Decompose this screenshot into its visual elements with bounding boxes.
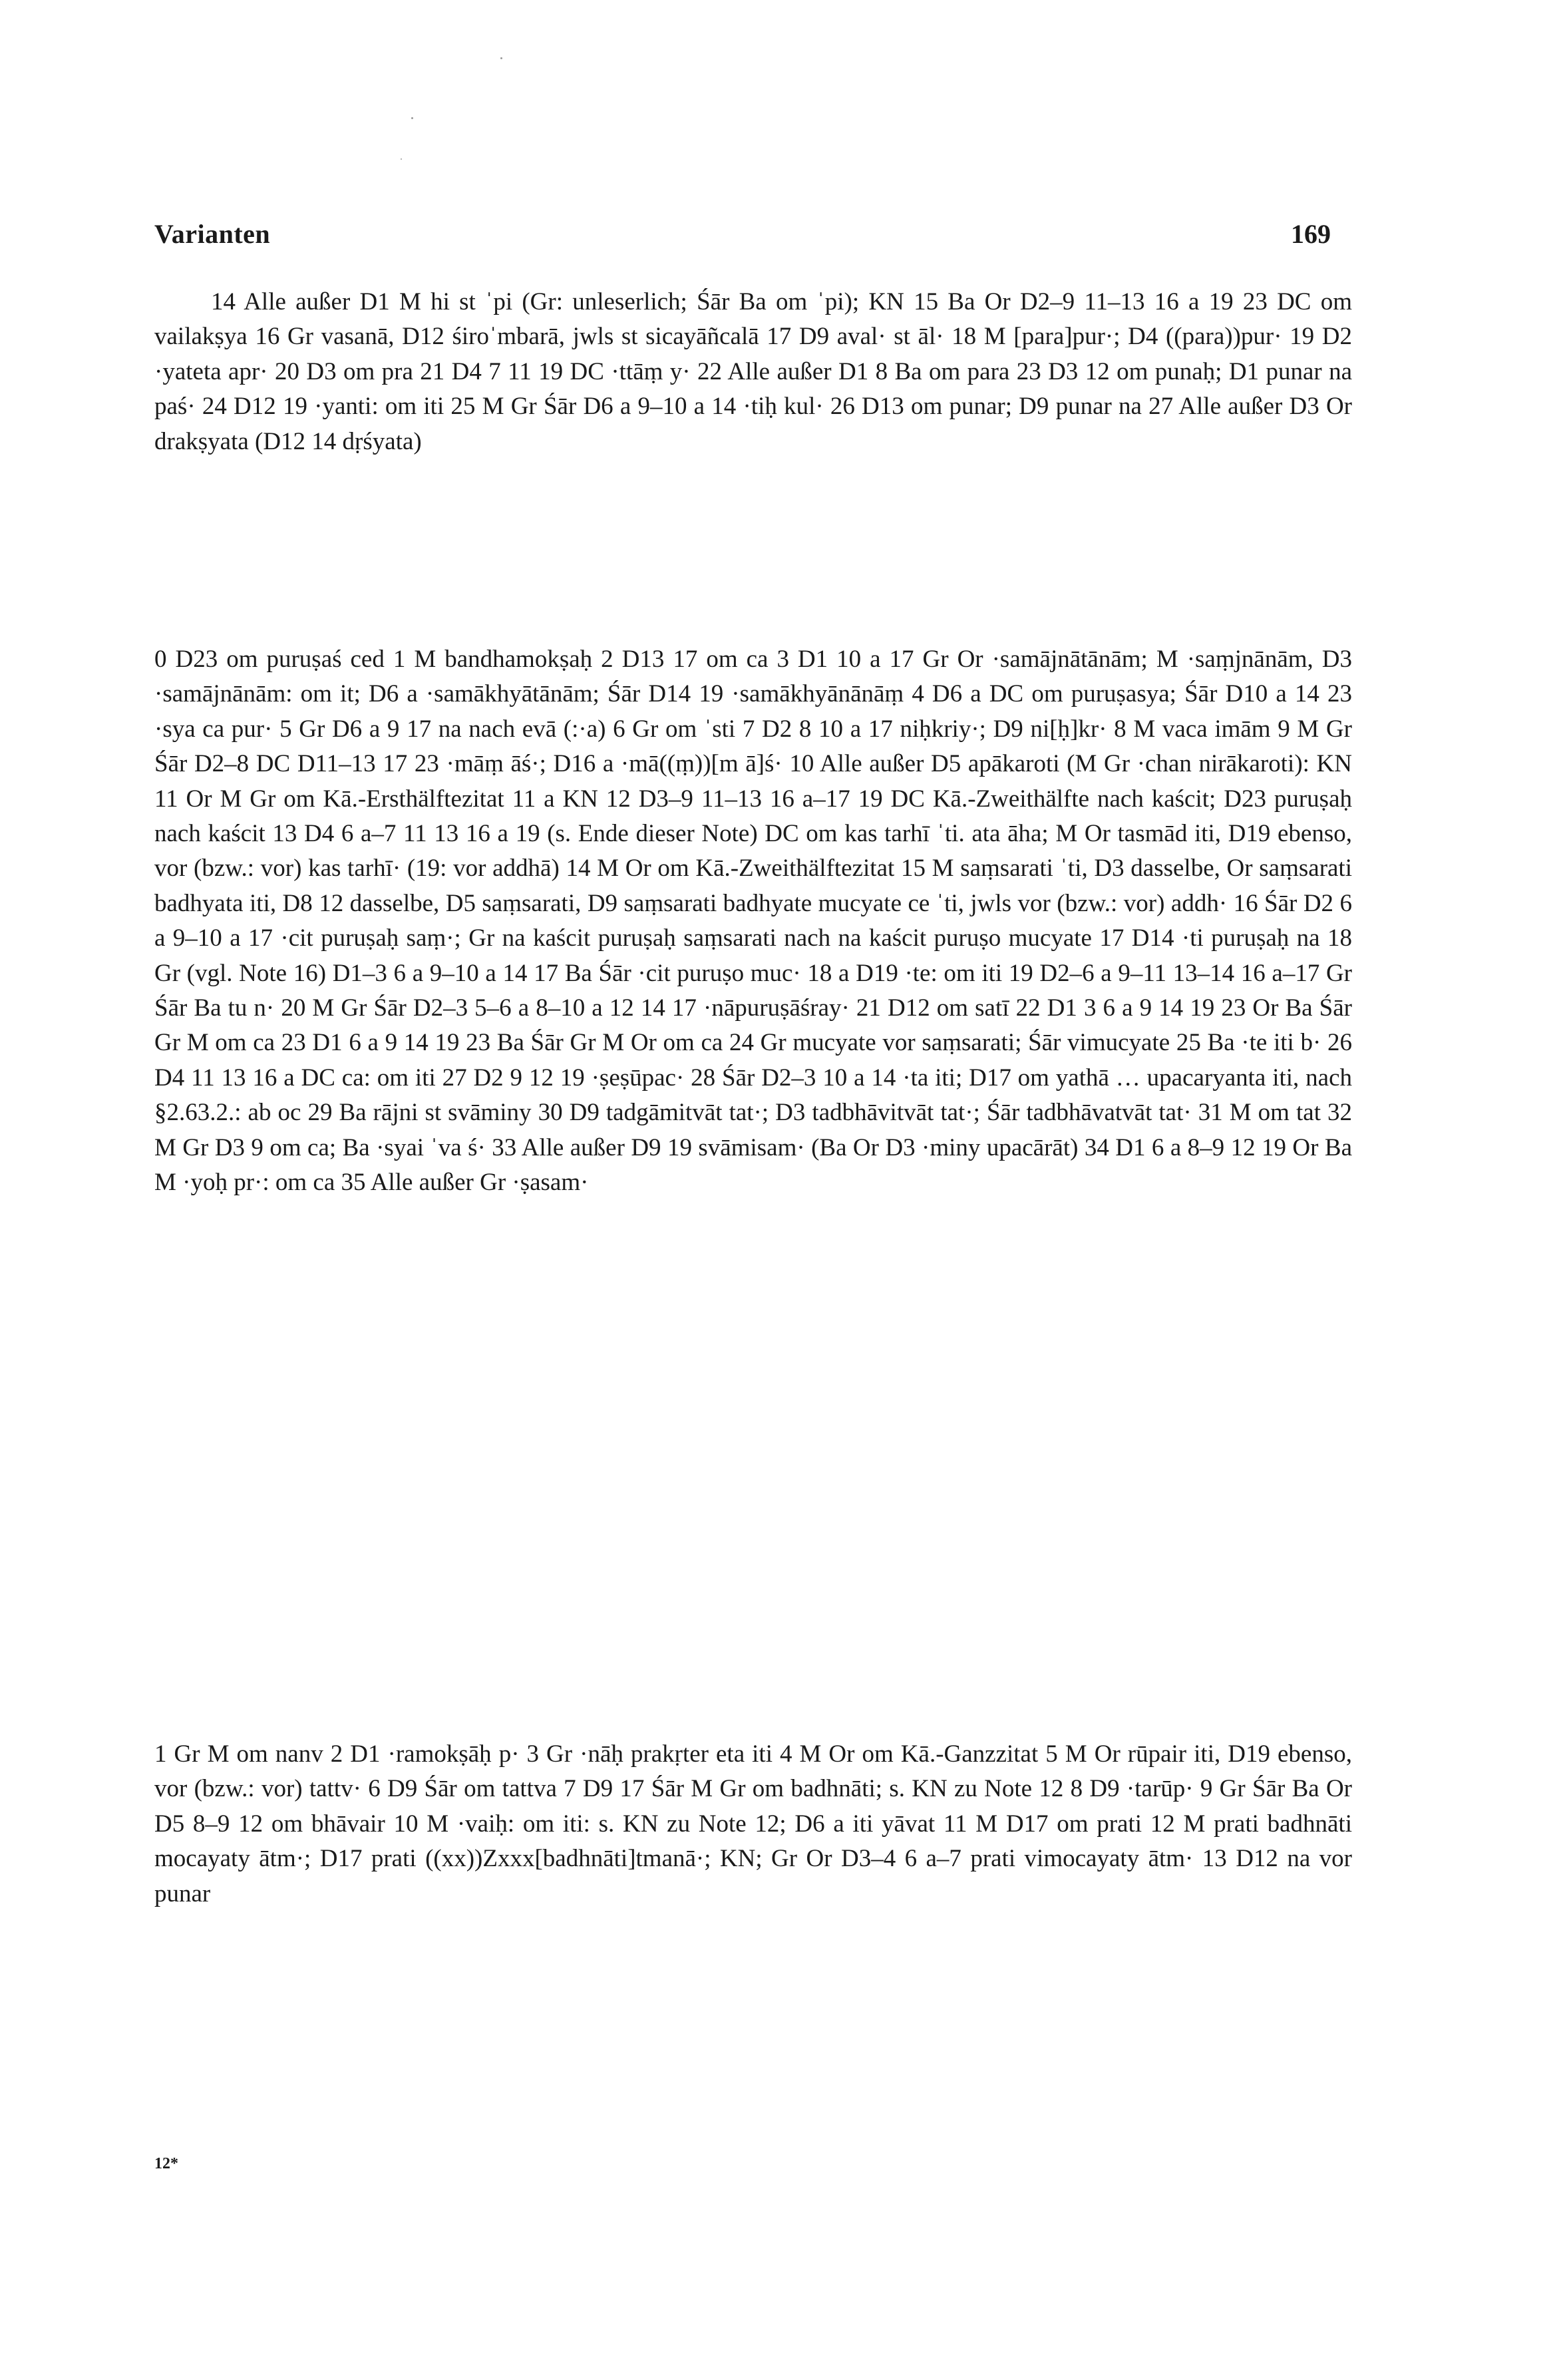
signature-mark: 12* [154,2155,178,2172]
variant-block-1 [154,285,1352,459]
scan-speck [500,57,502,59]
running-head: Varianten [154,219,271,249]
scan-speck [411,117,413,119]
scan-speck [401,158,402,160]
variant-block-2-text: 0 D23 om puruṣaś ced 1 M bandhamokṣaḥ 2 D13 17 om ca 3 D1 10 a 17 Gr Or ·samājnātānām; M ·saṃjnānām, D3 ·samājnānām: om it; D6 a ·samākhyātānām; Śār D14 19 ·samākhyānānāṃ 4 D6 a DC om puruṣasya; Śār D10 a 14 23 ·sya ca pur· 5 Gr D6 a 9 17 na nach evā (:·a) 6 Gr om ˈsti 7 D2 8 10 a 17 niḥkriy·; D9 ni[ḥ]kr· 8 M vaca imām 9 M Gr Śār D2–8 DC D11–13 17 23 ·māṃ āś·; D16 a ·mā((ṃ))[m ā]ś· 10 Alle außer D5 apākaroti (M Gr ·chan nirākaroti): KN 11 Or M Gr om Kā.-Ersthälftezitat 11 a KN 12 D3–9 11–13 16 a–17 19 DC Kā.-Zweithälfte nach kaścit; D23 puruṣaḥ nach kaścit 13 D4 6 a–7 11 13 16 a 19 (s. Ende dieser Note) DC om kas tarhī ˈti. ata āha; M Or tasmād iti, D19 ebenso, vor (bzw.: vor) kas tarhī· (19: vor addhā) 14 M Or om Kā.-Zweithälftezitat 15 M saṃsarati ˈti, D3 dasselbe, Or saṃsarati badhyata iti, D8 12 dasselbe, D5 saṃsarati, D9 saṃsarati badhyate mucyate ce ˈti, jwls vor (bzw.: vor) addh· 16 Śār D2 6 a 9–10 a 17 ·cit puruṣaḥ saṃ·; Gr na kaścit puruṣaḥ saṃsarati nach na kaścit puruṣo mucyate 17 D14 ·ti puruṣaḥ na 18 Gr (vgl. Note 16) D1–3 6 a 9–10 a 14 17 Ba Śār ·cit puruṣo muc· 18 a D19 ·te: om iti 19 D2–6 a 9–11 13–14 16 a–17 Gr Śār Ba tu n· 20 M Gr Śār D2–3 5–6 a 8–10 a 12 14 17 ·nāpuruṣāśray· 21 D12 om satī 22 D1 3 6 a 9 14 19 23 Or Ba Śār Gr M om ca 23 D1 6 a 9 14 19 23 Ba Śār Gr M Or om ca 24 Gr mucyate vor saṃsarati; Śār vimucyate 25 Ba ·te iti b· 26 D4 11 13 16 a DC ca: om iti 27 D2 9 12 19 ·ṣeṣūpac· 28 Śār D2–3 10 a 14 ·ta iti; D17 om yathā … upacaryanta iti, nach §2.63.2.: ab oc 29 Ba rājni st svāminy 30 D9 tadgāmitvāt tat·; D3 tadbhāvitvāt tat·; Śār tadbhāvatvāt tat· 31 M om tat 32 M Gr D3 9 om ca; Ba ·syai ˈva ś· 33 Alle außer D9 19 svāmisam· (Ba Or D3 ·miny upacārāt) 34 D1 6 a 8–9 12 19 Or Ba M ·yoḥ pr·: om ca 35 Alle außer Gr ·ṣasam· [154,646,1352,1197]
variant-block-3 [154,1737,1352,1911]
variant-block-3-text: 1 Gr M om nanv 2 D1 ·ramokṣāḥ p· 3 Gr ·nāḥ prakṛter eta iti 4 M Or om Kā.-Ganzzitat 5 M Or rūpair iti, D19 ebenso, vor (bzw.: vor) tattv· 6 D9 Śār om tattva 7 D9 17 Śār M Gr om badhnāti; s. KN zu Note 12 8 D9 ·tarūp· 9 Gr Śār Ba Or D5 8–9 12 om bhāvair 10 M ·vaiḥ: om iti: s. KN zu Note 12; D6 a iti yāvat 11 M D17 om prati 12 M prati badhnāti mocayaty ātm·; D17 prati ((xx))Zxxx[badhnāti]tmanā·; KN; Gr Or D3–4 6 a–7 prati vimocayaty ātm· 13 D12 na vor punar [154,1740,1352,1907]
page-number: 169 [1291,219,1331,249]
variant-block-1-text: 14 Alle außer D1 M hi st ˈpi (Gr: unleserlich; Śār Ba om ˈpi); KN 15 Ba Or D2–9 11–13 16 a 19 23 DC om vailakṣya 16 Gr vasanā, D12 śiroˈmbarā, jwls st sicayāñcalā 17 D9 aval· st āl· 18 M [para]pur·; D4 ((para))pur· 19 D2 ·yateta apr· 20 D3 om pra 21 D4 7 11 19 DC ·ttāṃ y· 22 Alle außer D1 8 Ba om para 23 D3 12 om punaḥ; D1 punar na paś· 24 D12 19 ·yanti: om iti 25 M Gr Śār D6 a 9–10 a 14 ·tiḥ kul· 26 D13 om punar; D9 punar na 27 Alle außer D3 Or drakṣyata (D12 14 dṛśyata) [154,288,1352,455]
variant-block-2 [154,642,1352,1201]
